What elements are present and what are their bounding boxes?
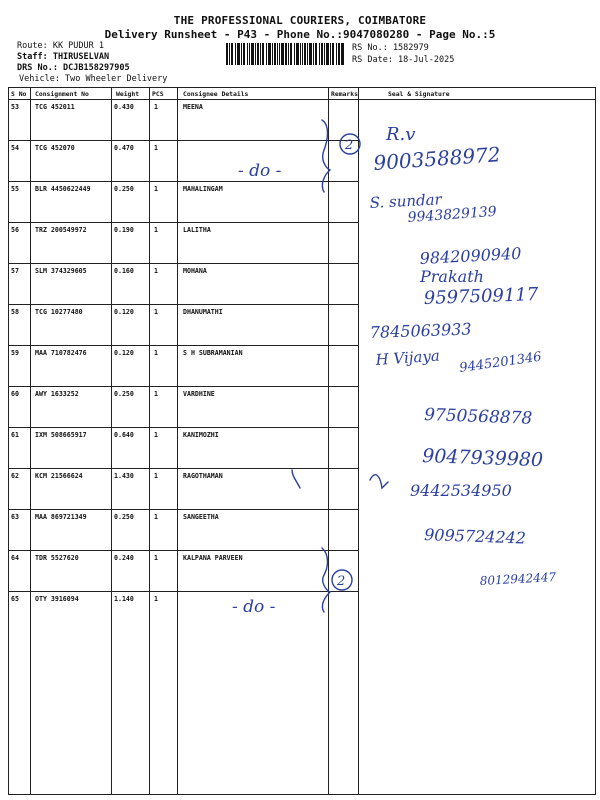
rs-number: RS No.: 1582979 xyxy=(352,43,429,53)
cell-consignee: MEENA xyxy=(183,103,203,111)
cell-sno: 53 xyxy=(11,103,19,111)
table-row xyxy=(8,223,328,264)
ditto-mark-2: - do - xyxy=(232,597,276,617)
signature-4: 9842090940 xyxy=(419,243,522,268)
cell-pcs: 1 xyxy=(154,513,158,521)
cell-pcs: 1 xyxy=(154,472,158,480)
cell-sno: 65 xyxy=(11,595,19,603)
cell-weight: 0.640 xyxy=(114,431,134,439)
cell-pcs: 1 xyxy=(154,308,158,316)
table-row xyxy=(8,428,328,469)
table-row xyxy=(8,346,328,387)
cell-consignee: KANIMOZHI xyxy=(183,431,219,439)
cell-weight: 0.120 xyxy=(114,349,134,357)
cell-consignee: S H SUBRAMANIAN xyxy=(183,349,243,357)
cell-sno: 56 xyxy=(11,226,19,234)
cell-pcs: 1 xyxy=(154,431,158,439)
cell-consignment: TCG 452011 xyxy=(35,103,75,111)
cell-consignee: MAHALINGAM xyxy=(183,185,223,193)
cell-sno: 60 xyxy=(11,390,19,398)
signature-7: 7845063933 xyxy=(369,319,472,342)
circle-digit: 2 xyxy=(345,138,354,153)
table-row xyxy=(8,182,328,223)
cell-consignee: DHANUMATHI xyxy=(183,308,223,316)
cell-pcs: 1 xyxy=(154,226,158,234)
vehicle-label: Vehicle: Two Wheeler Delivery xyxy=(19,74,168,84)
cell-weight: 0.250 xyxy=(114,390,134,398)
cell-pcs: 1 xyxy=(154,554,158,562)
cell-weight: 0.240 xyxy=(114,554,134,562)
cell-weight: 0.120 xyxy=(114,308,134,316)
cell-consignment: IXM 508665917 xyxy=(35,431,87,439)
cell-pcs: 1 xyxy=(154,267,158,275)
drs-label: DRS No.: DCJB158297905 xyxy=(17,63,130,73)
circle-digit-2: 2 xyxy=(337,574,346,589)
cell-consignment: BLR 4450622449 xyxy=(35,185,91,193)
col-header-seal: Seal & Signature xyxy=(388,90,450,98)
cell-weight: 0.160 xyxy=(114,267,134,275)
signature-11: 9047939980 xyxy=(421,445,544,472)
signature-8: H Vijaya xyxy=(375,346,441,369)
page-subtitle: Delivery Runsheet - P43 - Phone No.:9047080280 - Page No.:5 xyxy=(104,28,496,41)
cell-consignment: TRZ 200549972 xyxy=(35,226,87,234)
cell-consignee: MOHANA xyxy=(183,267,207,275)
cell-consignee: LALITHA xyxy=(183,226,211,234)
cell-consignment: TCG 10277480 xyxy=(35,308,83,316)
col-header-pcs: PCS xyxy=(152,90,164,98)
cell-consignment: AWY 1633252 xyxy=(35,390,79,398)
col-header-weight: Weight xyxy=(116,90,140,98)
signature-2: S. sundar xyxy=(369,190,443,212)
cell-weight: 1.430 xyxy=(114,472,134,480)
cell-weight: 0.430 xyxy=(114,103,134,111)
col-header-consignee: Consignee Details xyxy=(183,90,249,98)
signature-9: 9445201346 xyxy=(458,349,543,376)
table-row xyxy=(8,264,328,305)
col-header-sno: S No xyxy=(11,90,27,98)
cell-consignment: OTY 3916094 xyxy=(35,595,79,603)
page-title: THE PROFESSIONAL COURIERS, COIMBATORE xyxy=(173,14,427,27)
cell-consignment: SLM 374329605 xyxy=(35,267,87,275)
cell-consignment: KCM 21566624 xyxy=(35,472,83,480)
cell-pcs: 1 xyxy=(154,185,158,193)
table-row xyxy=(8,469,328,510)
cell-sno: 55 xyxy=(11,185,19,193)
cell-sno: 62 xyxy=(11,472,19,480)
ditto-mark: - do - xyxy=(238,161,282,181)
table-row xyxy=(8,551,328,592)
cell-pcs: 1 xyxy=(154,595,158,603)
cell-consignment: MAA 869721349 xyxy=(35,513,87,521)
table-row xyxy=(8,510,328,551)
cell-sno: 59 xyxy=(11,349,19,357)
col-header-consignment: Consignment No xyxy=(35,90,89,98)
signature-6: 9597509117 xyxy=(423,284,539,309)
cell-weight: 1.140 xyxy=(114,595,134,603)
cell-consignment: MAA 710782476 xyxy=(35,349,87,357)
cell-weight: 0.470 xyxy=(114,144,134,152)
table-row xyxy=(8,387,328,428)
cell-weight: 0.190 xyxy=(114,226,134,234)
signature-0: R.v xyxy=(386,124,416,145)
cell-pcs: 1 xyxy=(154,390,158,398)
staff-label: Staff: THIRUSELVAN xyxy=(17,52,110,62)
table-row xyxy=(8,305,328,346)
col-header-remarks: Remarks xyxy=(331,90,358,98)
table-row xyxy=(8,592,328,633)
signature-5: Prakath xyxy=(420,267,484,286)
cell-consignment: TCG 452070 xyxy=(35,144,75,152)
runsheet-table xyxy=(8,87,596,795)
cell-sno: 58 xyxy=(11,308,19,316)
cell-pcs: 1 xyxy=(154,103,158,111)
signature-1: 9003588972 xyxy=(372,142,502,175)
signature-3: 9943829139 xyxy=(407,203,498,226)
cell-consignee: VARDHINE xyxy=(183,390,215,398)
cell-consignee: KALPANA PARVEEN xyxy=(183,554,243,562)
cell-pcs: 1 xyxy=(154,349,158,357)
cell-pcs: 1 xyxy=(154,144,158,152)
signature-12: 9442534950 xyxy=(410,481,512,500)
table-row xyxy=(8,141,328,182)
cell-sno: 54 xyxy=(11,144,19,152)
signature-14: 8012942447 xyxy=(479,570,557,588)
cell-sno: 64 xyxy=(11,554,19,562)
cell-sno: 61 xyxy=(11,431,19,439)
cell-weight: 0.250 xyxy=(114,185,134,193)
cell-consignee: RAGOTHAMAN xyxy=(183,472,223,480)
cell-sno: 57 xyxy=(11,267,19,275)
cell-sno: 63 xyxy=(11,513,19,521)
rs-date: RS Date: 18-Jul-2025 xyxy=(352,55,455,65)
table-row xyxy=(8,100,328,141)
cell-consignment: TDR 5527620 xyxy=(35,554,79,562)
signature-13: 9095724242 xyxy=(423,525,527,548)
barcode-image xyxy=(226,43,344,65)
cell-weight: 0.250 xyxy=(114,513,134,521)
signature-10: 9750568878 xyxy=(423,405,533,429)
cell-consignee: SANGEETHA xyxy=(183,513,219,521)
route-label: Route: KK PUDUR 1 xyxy=(17,41,104,51)
